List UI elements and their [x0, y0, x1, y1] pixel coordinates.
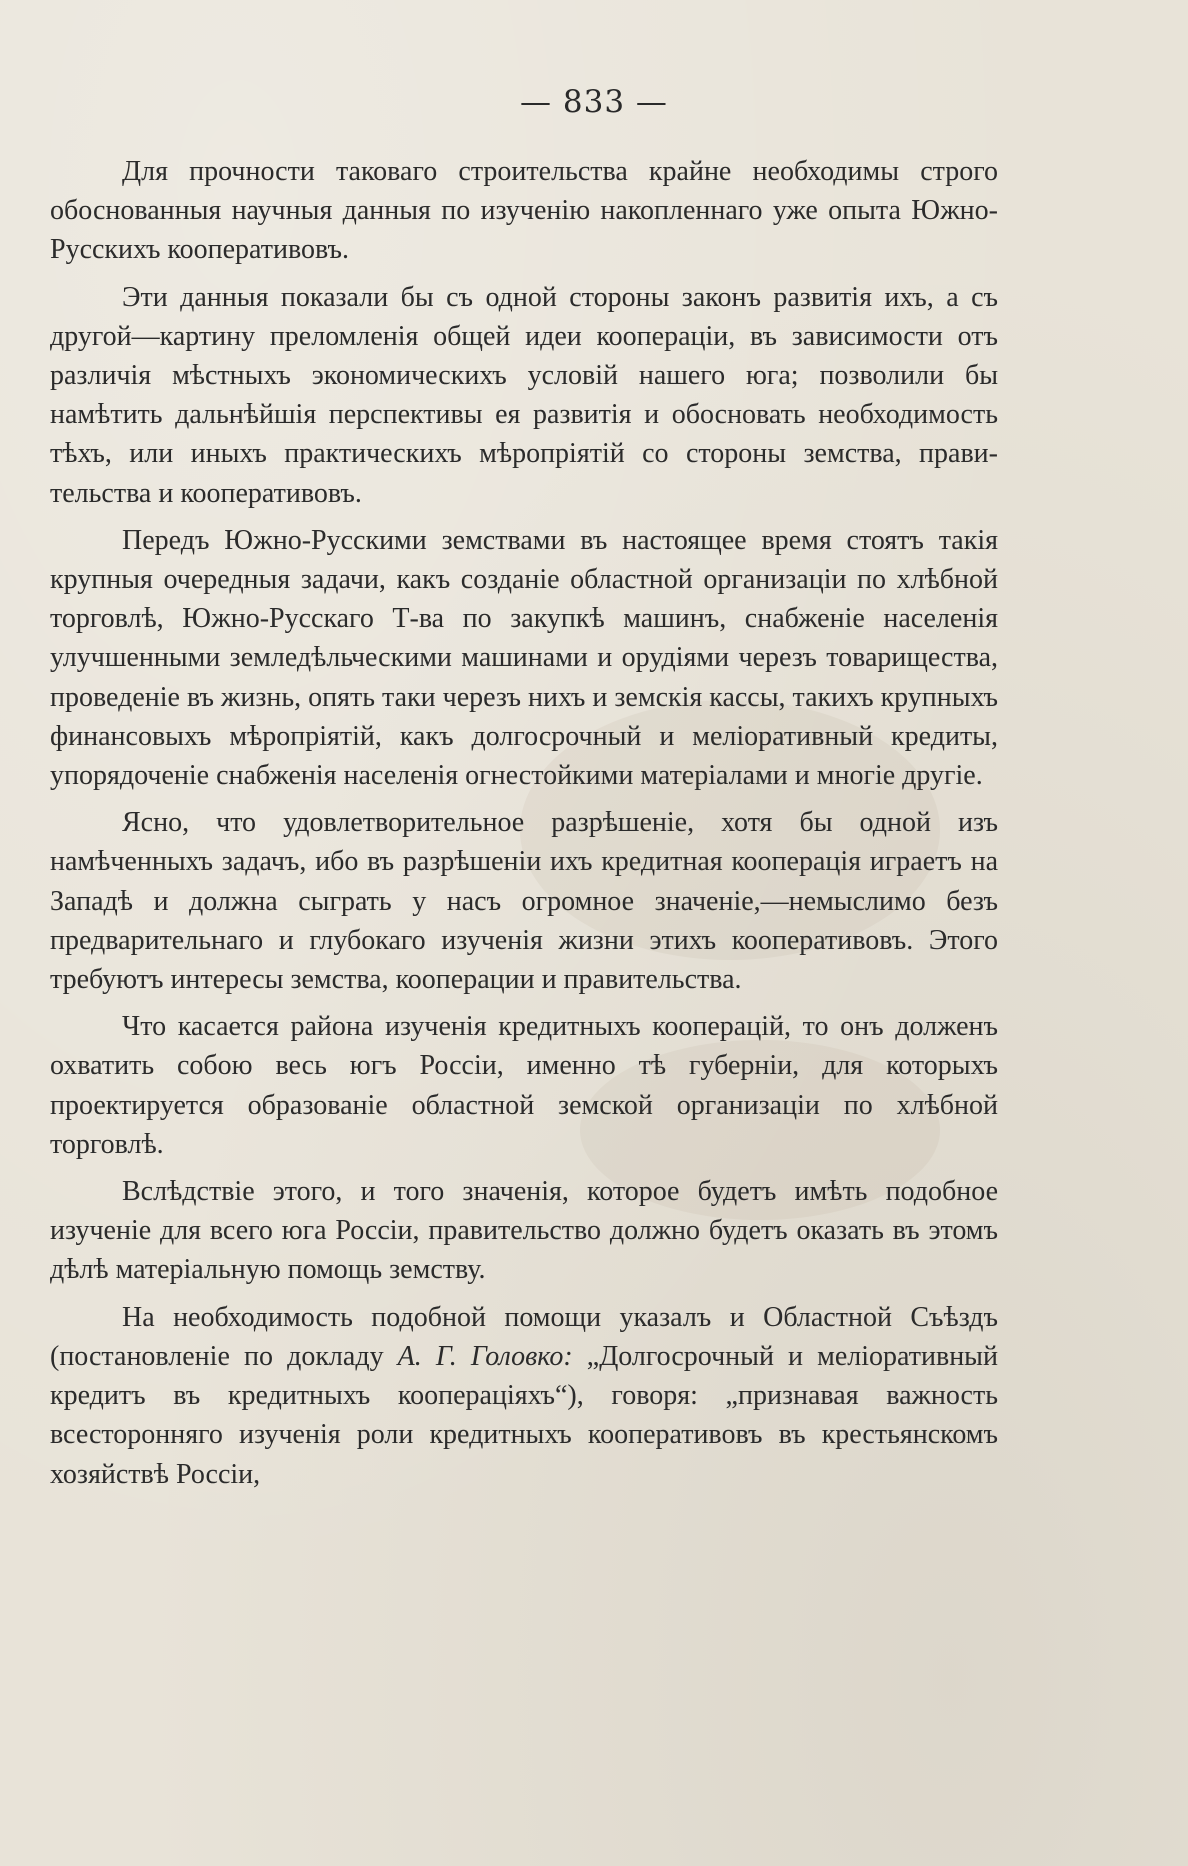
page-number: — 833 — — [520, 84, 668, 120]
paragraph-7-start: На необходимость подобной помощи указалъ и Областной Съѣздъ (постановленіе по докладу — [50, 1301, 998, 1372]
paragraph-1: Для прочности таковаго строительства крайне необходимы строго обоснованныя научныя данныя по изученію накопленнаго уже опыта Южно-Русскихъ кооперативовъ. — [50, 156, 998, 266]
paragraph-7-end: „Долгосрочный и меліоративный кредитъ въ кредитныхъ кооперацiяхъ“), говоря: „признавая важность всесторонняго изученія роли кредитныхъ кооперативовъ въ крестьянскомъ хозяйствѣ Россіи, — [50, 1340, 998, 1490]
paragraph-2: Эти данныя показали бы съ одной стороны законъ развитія ихъ, а съ другой—картину преломленія общей идеи коопераціи, въ зависимости отъ различія мѣстныхъ экономическихъ условій нашего юга; позволили бы намѣтить дальнѣйшія перспективы ея развитія и обосновать необходимость тѣхъ, или иныхъ практическихъ мѣропріятій со стороны земства, правительства и кооперативовъ. — [50, 281, 998, 509]
author-name: А. Г. Головко: — [397, 1340, 573, 1372]
paragraph-5: Что касается района изученія кредитныхъ кооперацій, то онъ долженъ охватить собою весь югъ Россіи, именно тѣ губерніи, для которыхъ проектируется образованіе областной земской организаціи по хлѣбной торговлѣ. — [50, 1011, 998, 1160]
paragraph-4: Ясно, что удовлетворительное разрѣшеніе, хотя бы одной изъ намѣченныхъ задачъ, ибо въ разрѣшеніи ихъ кредитная кооперація играетъ на Западѣ и должна сыграть у насъ огромное значеніе,—немыслимо безъ предварительнаго и глубокаго изученія жизни этихъ кооперативовъ. Этого требуютъ интересы земства, кооперации и правительства. — [50, 807, 998, 996]
paragraph-7 — [50, 1298, 998, 1494]
paragraph-6: Вслѣдствіе этого, и того значенія, которое будетъ имѣть подобное изученіе для всего юга Россіи, правительство должно будетъ оказать въ этомъ дѣлѣ матеріальную помощь земству. — [50, 1176, 998, 1286]
paragraph-3: Передъ Южно-Русскими земствами въ настоящее время стоятъ такія крупныя очередныя задачи, какъ созданіе областной организаціи по хлѣбной торговлѣ, Южно-Русскаго Т-ва по закупкѣ машинъ, снабженіе населенія улучшенными земледѣльческими машинами и орудіями черезъ товарищества, проведеніе въ жизнь, опять таки черезъ нихъ и земскія кассы, такихъ крупныхъ финансовыхъ мѣропріятій, какъ долгосрочный и меліоративный кредиты, упорядоченіе снабженія населенія огнестойкими матеріалами и многіе другіе. — [50, 524, 998, 792]
body-text — [50, 152, 998, 1502]
